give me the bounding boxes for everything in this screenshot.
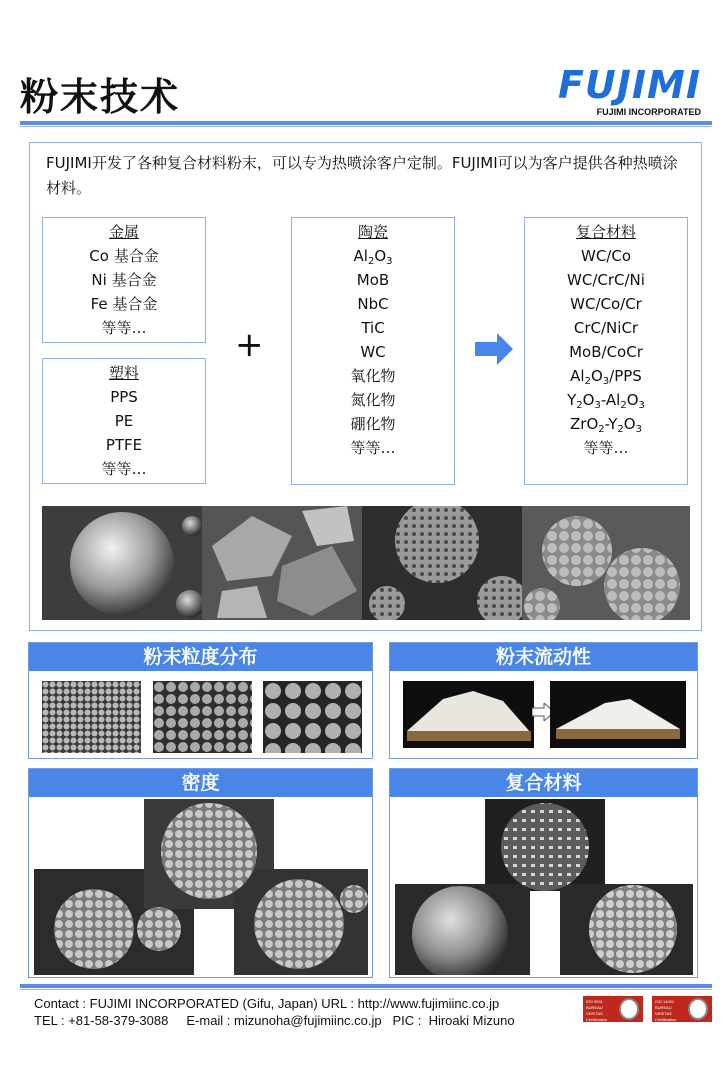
certification-seal-icon	[619, 998, 639, 1020]
size-distribution-image-fine	[42, 681, 141, 753]
size-distribution-image-coarse	[263, 681, 362, 753]
composite-item: MoB/CoCr	[569, 343, 643, 361]
composite-item: $Y_2O_3-Al_2O_3$	[567, 391, 645, 411]
composite-item: CrC/NiCr	[573, 319, 639, 337]
intro-text: FUJIMI开发了各种复合材料粉末，可以专为热喷涂客户定制。FUJIMI可以为客户提供各种热喷涂材料。	[46, 154, 678, 197]
contact-line-1: Contact : FUJIMI INCORPORATED (Gifu, Japan) URL : http://www.fujimiinc.co.jp	[34, 996, 500, 1011]
ceramics-heading: 陶瓷	[357, 223, 388, 241]
metal-item: Ni 基合金	[91, 271, 157, 289]
composite-item: $ZrO_2-Y_2O_3$	[570, 415, 642, 435]
ceramic-item: WC	[360, 343, 386, 361]
composite-heading: 复合材料	[390, 769, 697, 797]
plus-symbol: +	[235, 325, 264, 365]
flowability-panel	[389, 642, 698, 759]
particle-size-heading: 粉末粒度分布	[29, 643, 372, 671]
composite-item: 等等…	[583, 439, 629, 457]
materials-overview-box	[29, 142, 702, 631]
composite-micrograph	[395, 799, 693, 975]
plastic-item: PPS	[110, 388, 138, 406]
density-micrograph	[34, 799, 368, 975]
plastic-item: PTFE	[105, 436, 143, 454]
metal-item: 等等…	[101, 319, 147, 337]
ceramic-item: 氮化物	[350, 391, 396, 409]
iso14001-certification-badge	[652, 996, 712, 1022]
logo-wordmark: FUJIMI	[557, 63, 701, 107]
iso9001-certification-badge	[583, 996, 643, 1022]
plastic-item: 等等…	[101, 460, 147, 478]
ceramic-item: TiC	[361, 319, 385, 337]
ceramic-item: MoB	[356, 271, 390, 289]
density-heading: 密度	[29, 769, 372, 797]
composite-panel	[389, 768, 698, 978]
certification-seal-icon	[688, 998, 708, 1020]
footer-rule-thin	[20, 989, 712, 990]
contact-info	[34, 995, 515, 1029]
plastic-item: PE	[114, 412, 134, 430]
ceramic-item: 等等…	[350, 439, 396, 457]
header-rule	[20, 121, 712, 125]
cert-text: ISO 9001 BUREAU VERITAS Certification	[586, 999, 608, 1022]
metals-heading: 金属	[108, 223, 139, 241]
metal-item: Co 基合金	[89, 247, 159, 265]
ceramics-box	[291, 217, 455, 485]
header-rule-thin	[20, 126, 712, 127]
composite-item: WC/CrC/Ni	[567, 271, 645, 289]
metal-item: Fe 基合金	[90, 295, 158, 313]
plastics-box	[42, 358, 206, 484]
flowability-heading: 粉末流动性	[390, 643, 697, 671]
ceramic-item: 硼化物	[350, 415, 396, 433]
powder-heap-image-before	[403, 681, 534, 748]
logo-subtitle: FUJIMI INCORPORATED	[596, 107, 701, 117]
plastics-heading: 塑料	[108, 364, 139, 382]
size-distribution-image-medium	[153, 681, 252, 753]
powder-micrograph-strip	[42, 506, 690, 620]
ceramic-item: NbC	[357, 295, 389, 313]
composite-item: $Al_2O_3$/PPS	[570, 367, 642, 387]
footer-rule	[20, 984, 712, 988]
composite-item: WC/Co	[580, 247, 631, 265]
company-logo	[557, 63, 701, 117]
ceramic-item: 氧化物	[350, 367, 396, 385]
ceramic-item: $Al_2O_3$	[353, 247, 393, 267]
density-panel	[28, 768, 373, 978]
composites-box	[524, 217, 688, 485]
right-arrow-icon	[475, 333, 513, 365]
particle-size-panel	[28, 642, 373, 759]
page-title: 粉末技术	[20, 75, 181, 119]
composite-item: WC/Co/Cr	[570, 295, 642, 313]
cert-text: ISO 14001 BUREAU VERITAS Certification	[655, 999, 677, 1022]
powder-heap-image-after	[550, 681, 686, 748]
contact-line-2: TEL : +81-58-379-3088 E-mail : mizunoha@fujimiinc.co.jp PIC : Hiroaki Mizuno	[34, 1013, 515, 1028]
composites-heading: 复合材料	[575, 223, 636, 241]
metals-box	[42, 217, 206, 343]
